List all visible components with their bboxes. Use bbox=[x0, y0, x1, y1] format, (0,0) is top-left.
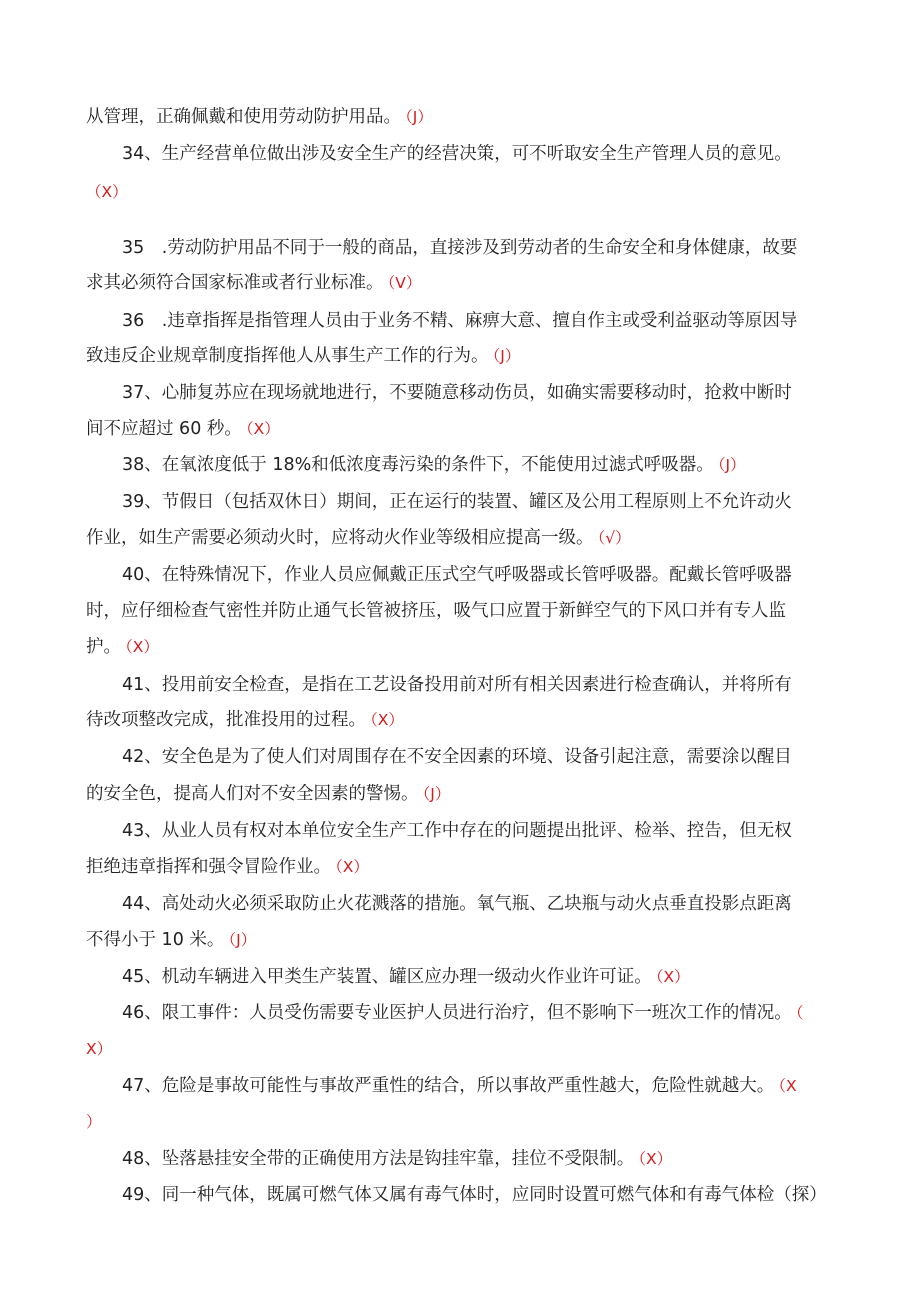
answer-mark: （X bbox=[778, 1077, 797, 1095]
answer-mark: （V） bbox=[387, 274, 422, 292]
question-37-line-2: 间不应超过 60 秒。 （X） bbox=[86, 419, 280, 439]
question-35-line-1: 35 .劳动防护用品不同于一般的商品，直接涉及到劳动者的生命安全和身体健康，故要 bbox=[122, 238, 798, 258]
question-40-line-3: 护。 （X） bbox=[86, 637, 159, 657]
question-34-line-1: 34、生产经营单位做出涉及安全生产的经营决策，可不听取安全生产管理人员的意见。 bbox=[122, 144, 792, 164]
question-34-line-2 bbox=[86, 179, 128, 205]
answer-mark: （X） bbox=[335, 858, 369, 876]
question-45-line-1: 45、机动车辆进入甲类生产装置、罐区应办理一级动火作业许可证。 （X） bbox=[122, 967, 690, 987]
question-35-line-2: 求其必须符合国家标准或者行业标准。 （V） bbox=[86, 273, 422, 293]
question-43-line-1: 43、从业人员有权对本单位安全生产工作中存在的问题提出批评、检举、控告，但无权 bbox=[122, 821, 792, 841]
answer-mark: ） bbox=[86, 1113, 102, 1131]
question-42-line-2: 的安全色，提高人们对不安全因素的警惕。 （J） bbox=[86, 784, 451, 804]
answer-mark: （X） bbox=[655, 968, 690, 986]
answer-mark: （X） bbox=[370, 711, 404, 729]
question-46-line-1: 46、限工事件：人员受伤需要专业医护人员进行治疗，但不影响下一班次工作的情况。 （ bbox=[122, 1003, 804, 1023]
answer-mark: （J） bbox=[405, 108, 433, 126]
answer-mark: （X） bbox=[245, 420, 280, 438]
question-49-line-1: 49、同一种气体，既属可燃气体又属有毒气体时，应同时设置可燃气体和有毒气体检（探） bbox=[122, 1185, 827, 1205]
question-48-line-1: 48、坠落悬挂安全带的正确使用方法是钩挂牢靠，挂位不受限制。 （X） bbox=[122, 1149, 673, 1169]
question-47-line-1: 47、危险是事故可能性与事故严重性的结合，所以事故严重性越大，危险性就越大。 （X bbox=[122, 1076, 797, 1096]
answer-mark: X） bbox=[86, 1040, 113, 1058]
question-43-line-2: 拒绝违章指挥和强令冒险作业。 （X） bbox=[86, 857, 369, 877]
answer-mark: （ bbox=[795, 1004, 804, 1022]
answer-mark: （J） bbox=[717, 456, 746, 474]
question-41-line-1: 41、投用前安全检查，是指在工艺设备投用前对所有相关因素进行检查确认，并将所有 bbox=[122, 675, 792, 695]
question-41-line-2: 待改项整改完成，批准投用的过程。 （X） bbox=[86, 710, 404, 730]
answer-mark: （J） bbox=[492, 347, 521, 365]
answer-mark: （J） bbox=[228, 931, 257, 949]
question-44-line-1: 44、高处动火必须采取防止火花溅落的措施。氧气瓶、乙块瓶与动火点垂直投影点距离 bbox=[122, 894, 792, 914]
answer-mark: （√） bbox=[597, 529, 631, 547]
question-38-line-1: 38、在氧浓度低于 18%和低浓度毒污染的条件下，不能使用过滤式呼吸器。 （J） bbox=[122, 455, 746, 475]
question-47-line-2 bbox=[86, 1109, 102, 1135]
answer-mark: （X） bbox=[125, 638, 159, 656]
answer-mark: （X） bbox=[86, 183, 128, 201]
question-39-line-2: 作业，如生产需要必须动火时，应将动火作业等级相应提高一级。 （√） bbox=[86, 528, 631, 548]
question-39-line-1: 39、节假日（包括双休日）期间，正在运行的装置、罐区及公用工程原则上不允许动火 bbox=[122, 492, 792, 512]
question-40-line-2: 时，应仔细检查气密性并防止通气长管被挤压，吸气口应置于新鲜空气的下风口并有专人监 bbox=[86, 601, 786, 621]
answer-mark: （J） bbox=[422, 785, 451, 803]
question-46-line-2 bbox=[86, 1036, 112, 1062]
answer-mark: （X） bbox=[638, 1150, 673, 1168]
question-36-line-2: 致违反企业规章制度指挥他人从事生产工作的行为。 （J） bbox=[86, 346, 521, 366]
line-33-cont: 从管理，正确佩戴和使用劳动防护用品。 （J） bbox=[86, 107, 433, 127]
question-44-line-2: 不得小于 10 米。 （J） bbox=[86, 930, 257, 950]
question-36-line-1: 36 .违章指挥是指管理人员由于业务不精、麻痹大意、擅自作主或受利益驱动等原因导 bbox=[122, 311, 798, 331]
question-37-line-1: 37、心肺复苏应在现场就地进行，不要随意移动伤员，如确实需要移动时，抢救中断时 bbox=[122, 383, 792, 403]
question-42-line-1: 42、安全色是为了使人们对周围存在不安全因素的环境、设备引起注意，需要涂以醒目 bbox=[122, 747, 792, 767]
question-40-line-1: 40、在特殊情况下，作业人员应佩戴正压式空气呼吸器或长管呼吸器。配戴长管呼吸器 bbox=[122, 565, 792, 585]
